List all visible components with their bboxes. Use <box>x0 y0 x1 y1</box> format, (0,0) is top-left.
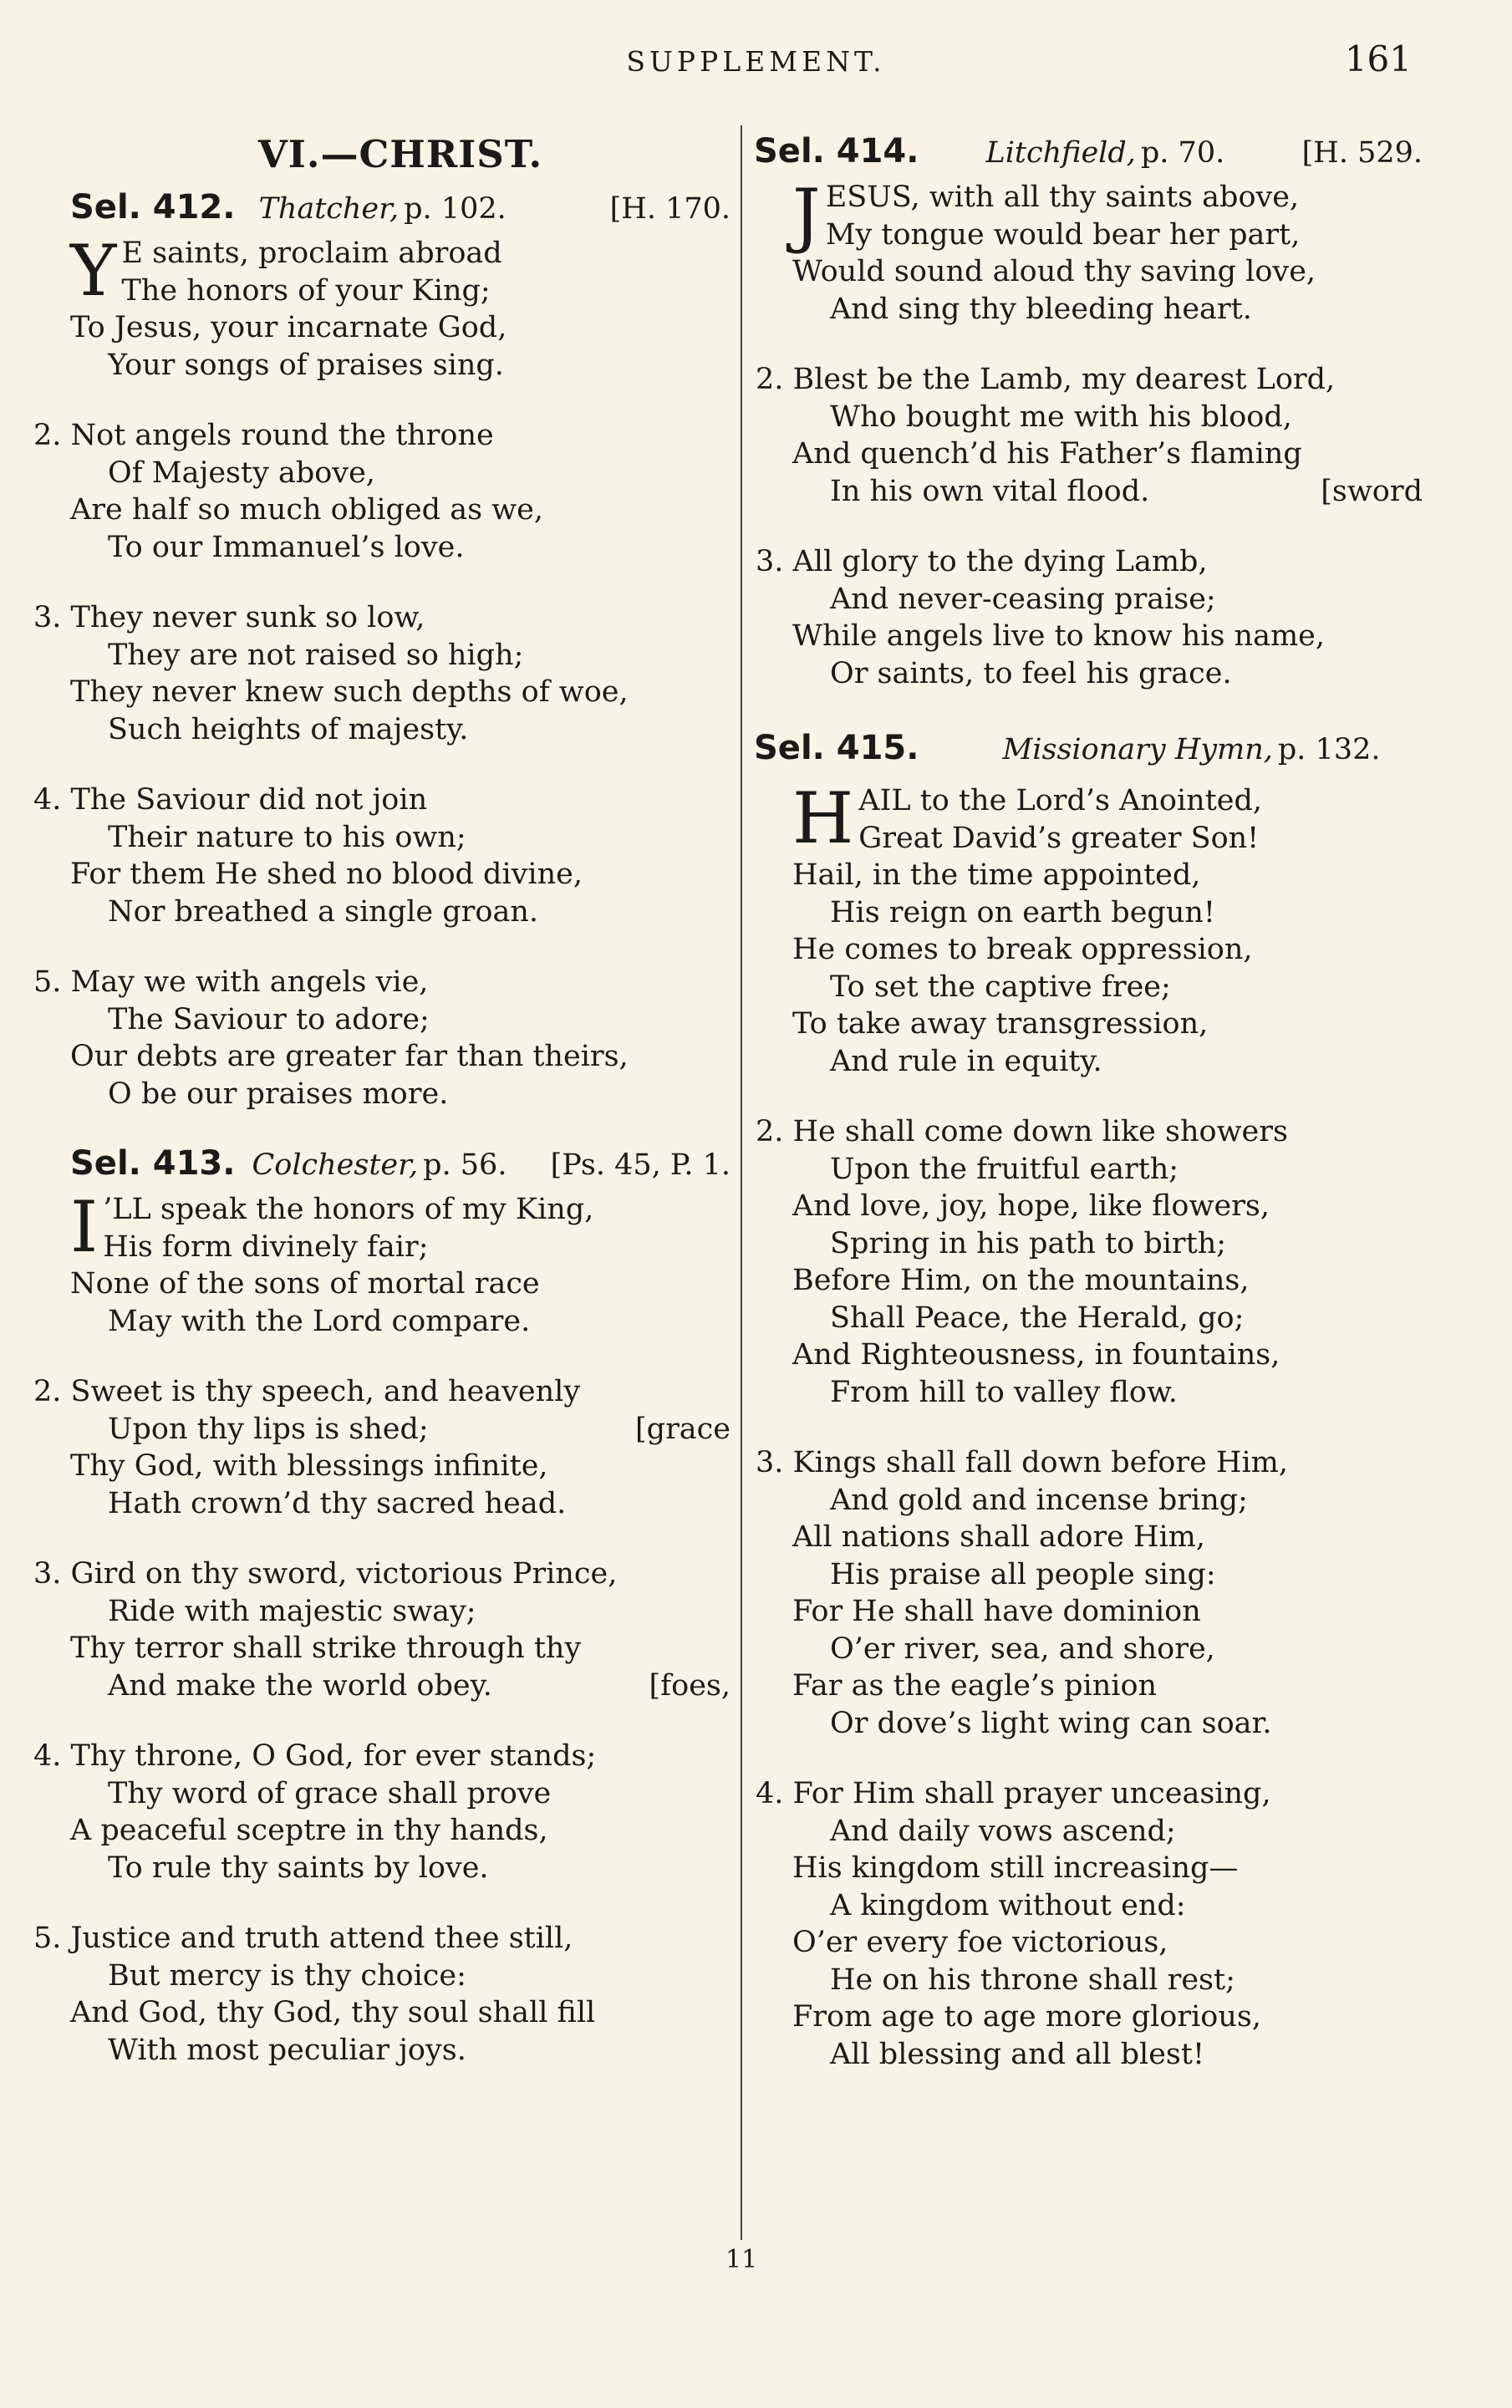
verse-line: Spring in his path to birth; <box>830 1226 1227 1260</box>
verse-line: 5. Justice and truth attend thee still, <box>33 1922 573 1955</box>
left-column <box>33 125 731 2069</box>
verse-line: None of the sons of mortal race <box>70 1267 540 1301</box>
tune-name: Thatcher, <box>258 192 400 226</box>
tune-name: Missionary Hymn, <box>1002 733 1273 766</box>
verse-line: Before Him, on the mountains, <box>792 1264 1250 1297</box>
section-title: VI.—CHRIST. <box>257 132 543 176</box>
turnover: [foes, <box>649 1668 731 1703</box>
verse-line: 4. For Him shall prayer unceasing, <box>756 1777 1271 1810</box>
tune-name: Litchfield, <box>985 136 1136 170</box>
selection-header-414 <box>754 132 1423 171</box>
verse-line: 2. Sweet is thy speech, and heavenly <box>33 1375 581 1408</box>
verse-line: The Saviour to adore; <box>108 1002 430 1036</box>
turnover: [sword <box>1321 474 1423 508</box>
verse-line: The honors of your King; <box>121 273 491 308</box>
signature-mark: 11 <box>725 2245 758 2274</box>
verse-line: My tongue would bear her part, <box>825 217 1301 252</box>
selection-number: Sel. 414. <box>754 132 919 171</box>
verse-line: And love, joy, hope, like flowers, <box>792 1189 1270 1223</box>
verse-line: 5. May we with angels vie, <box>33 965 429 999</box>
verse-line: O be our praises more. <box>108 1077 449 1111</box>
verse-line: 2. Not angels round the throne <box>33 419 494 452</box>
verse-line: ESUS, with all thy saints above, <box>825 181 1300 214</box>
column-divider <box>741 125 742 2240</box>
verse-line: His praise all people sing: <box>830 1557 1216 1591</box>
stanza <box>33 1373 731 1522</box>
drop-cap: I <box>70 1186 99 1268</box>
selection-number: Sel. 412. <box>70 188 236 227</box>
verse-line <box>70 1411 731 1448</box>
verse-line: And quench’d his Father’s flaming <box>792 437 1302 471</box>
verse-line: 3. Gird on thy sword, victorious Prince, <box>33 1557 618 1591</box>
verse-line: 2. He shall come down like showers <box>756 1115 1288 1148</box>
verse-line: For them He shed no blood divine, <box>70 858 583 891</box>
verse-line: Of Majesty above, <box>108 456 375 490</box>
verse-line: His reign on earth begun! <box>830 895 1215 929</box>
verse-line: AIL to the Lord’s Anointed, <box>858 784 1263 817</box>
tune-page: p. 56. <box>423 1148 507 1182</box>
verse-text: And make the world obey. <box>108 1668 492 1703</box>
verse-line: O’er river, sea, and shore, <box>830 1632 1215 1666</box>
verse-line: Such heights of majesty. <box>108 712 469 746</box>
drop-cap: Y <box>70 230 117 312</box>
verse-line: To rule thy saints by love. <box>108 1851 489 1885</box>
stanza <box>756 1775 1423 2073</box>
verse-line: Who bought me with his blood, <box>830 400 1292 434</box>
tune-page: p. 102. <box>404 192 507 226</box>
stanza <box>33 1555 731 1704</box>
verse-line: And rule in equity. <box>830 1044 1102 1078</box>
stanza <box>756 543 1423 692</box>
verse-line: Ride with majestic sway; <box>108 1594 476 1628</box>
verse-line: O’er every foe victorious, <box>792 1926 1168 1959</box>
stanza <box>70 230 731 384</box>
verse-line: 3. All glory to the dying Lamb, <box>756 545 1208 578</box>
stanza <box>756 361 1423 510</box>
verse-line: 3. They never sunk so low, <box>33 601 425 634</box>
verse-line: Thy terror shall strike through thy <box>70 1632 582 1665</box>
verse-line: Your songs of praises sing. <box>108 348 504 382</box>
verse-line: And sing thy bleeding heart. <box>830 292 1252 326</box>
selection-header-412 <box>70 188 731 227</box>
verse-line: Would sound aloud thy saving love, <box>792 255 1316 288</box>
stanza <box>756 1113 1423 1411</box>
hymn-reference: [Ps. 45, P. 1. <box>550 1148 731 1182</box>
verse-line: May with the Lord compare. <box>108 1304 531 1338</box>
drop-cap: H <box>792 777 854 859</box>
verse-line: But mercy is thy choice: <box>108 1958 466 1993</box>
verse-line: And never-ceasing praise; <box>830 582 1216 616</box>
verse-line: Great David’s greater Son! <box>858 821 1260 855</box>
verse-line: Nor breathed a single groan. <box>108 894 538 929</box>
verse-line: To take away transgression, <box>792 1007 1209 1041</box>
verse-line: His form divinely fair; <box>103 1229 429 1264</box>
verse-line: 2. Blest be the Lamb, my dearest Lord, <box>756 363 1336 396</box>
stanza <box>33 1738 731 1886</box>
verse-line: All nations shall adore Him, <box>792 1520 1205 1554</box>
drop-cap: J <box>792 174 821 256</box>
stanza <box>33 964 731 1112</box>
verse-line: Their nature to his own; <box>108 820 466 854</box>
tune-page: p. 132. <box>1277 733 1381 766</box>
selection-number: Sel. 413. <box>70 1144 236 1183</box>
verse-line: And gold and incense bring; <box>830 1483 1248 1517</box>
hymn-reference: [H. 170. <box>609 192 731 226</box>
verse-line: They are not raised so high; <box>108 638 524 672</box>
verse-line: ’LL speak the honors of my King, <box>103 1193 594 1226</box>
verse-line: He on his throne shall rest; <box>830 1963 1235 1997</box>
selection-number: Sel. 415. <box>754 729 919 767</box>
verse-line: They never knew such depths of woe, <box>70 675 629 709</box>
verse-line: Hath crown’d thy sacred head. <box>108 1486 567 1520</box>
stanza <box>792 777 1423 1080</box>
verse-line <box>792 473 1423 511</box>
verse-text: In his own vital flood. <box>830 474 1150 508</box>
verse-line: E saints, proclaim abroad <box>121 237 502 270</box>
stanza <box>33 1920 731 2069</box>
verse-line: 4. Thy throne, O God, for ever stands; <box>33 1739 597 1773</box>
tune-page: p. 70. <box>1140 136 1225 170</box>
verse-line: Thy God, with blessings infinite, <box>70 1449 548 1483</box>
hymn-reference: [H. 529. <box>1301 136 1423 170</box>
stanza <box>792 174 1423 328</box>
verse-line: From age to age more glorious, <box>792 2000 1262 2034</box>
verse-line: Upon the fruitful earth; <box>830 1152 1179 1186</box>
verse-line: 4. The Saviour did not join <box>33 783 428 817</box>
turnover: [grace <box>635 1412 731 1446</box>
stanza <box>756 1444 1423 1742</box>
right-column <box>754 125 1423 2073</box>
verse-line: Shall Peace, the Herald, go; <box>830 1301 1245 1335</box>
verse-line: And Righteousness, in fountains, <box>792 1338 1280 1372</box>
tune-name: Colchester, <box>252 1148 419 1182</box>
verse-line: And daily vows ascend; <box>830 1814 1176 1848</box>
verse-line: While angels live to know his name, <box>792 619 1325 653</box>
verse-line: Are half so much obliged as we, <box>70 493 543 527</box>
verse-line: With most peculiar joys. <box>108 2033 466 2067</box>
selection-header-413 <box>70 1144 731 1183</box>
stanza <box>33 781 731 930</box>
verse-line: His kingdom still increasing— <box>792 1851 1239 1885</box>
running-head: SUPPLEMENT. <box>626 45 886 78</box>
stanza <box>33 599 731 748</box>
verse-line: He comes to break oppression, <box>792 933 1253 966</box>
stanza <box>33 417 731 566</box>
page-number: 161 <box>1344 38 1412 79</box>
verse-line: Hail, in the time appointed, <box>792 858 1201 892</box>
selection-header-415 <box>754 729 1423 767</box>
verse-line: A peaceful sceptre in thy hands, <box>70 1814 548 1847</box>
verse-line: To Jesus, your incarnate God, <box>70 311 507 344</box>
stanza <box>70 1186 731 1340</box>
verse-line: Thy word of grace shall prove <box>108 1776 552 1810</box>
verse-line: Or dove’s light wing can soar. <box>830 1706 1272 1740</box>
verse-line: For He shall have dominion <box>792 1595 1201 1628</box>
verse-line: Far as the eagle’s pinion <box>792 1669 1158 1703</box>
verse-line: And God, thy God, thy soul shall fill <box>70 1996 596 2029</box>
verse-line: 3. Kings shall fall down before Him, <box>756 1446 1288 1479</box>
verse-line: To set the captive free; <box>830 970 1171 1004</box>
verse-line: All blessing and all blest! <box>830 2037 1205 2071</box>
verse-line: Or saints, to feel his grace. <box>830 656 1232 690</box>
verse-line: From hill to valley flow. <box>830 1375 1178 1409</box>
verse-text: Upon thy lips is shed; <box>108 1412 429 1446</box>
verse-line: To our Immanuel’s love. <box>108 530 465 564</box>
verse-line: Our debts are greater far than theirs, <box>70 1040 629 1073</box>
verse-line <box>70 1667 731 1705</box>
verse-line: A kingdom without end: <box>830 1888 1186 1922</box>
